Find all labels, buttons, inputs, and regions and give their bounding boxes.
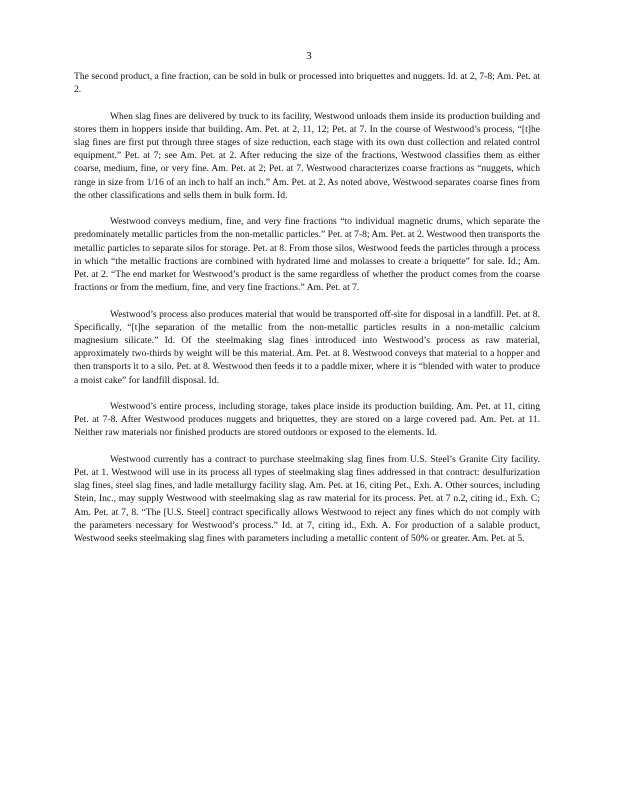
page-number: 3 <box>306 50 312 62</box>
paragraph-5: Westwood’s entire process, including storage, takes place inside its production building. Am. Pet. at 11, citing Pet. at 7-8. After Westwood produces nuggets and briquettes, they are stored on a large covered pad. Am. Pet. at 11. Neither raw materials nor finished products are stored outdoors or exposed to the elements. Id. <box>74 401 540 439</box>
paragraph-2: When slag fines are delivered by truck to its facility, Westwood unloads them inside its production building and stores them in hoppers inside that building. Am. Pet. at 2, 11, 12; Pet. at 7. In the course of Westwood’s process, “[t]he slag fines are first put through three stages of size reduction, each stage with its own dust collection and related control equipment.” Pet. at 7; see Am. Pet. at 2. After reducing the size of the fractions, Westwood classifies them as either coarse, medium, fine, or very fine. Am. Pet. at 2; Pet. at 7. Westwood characterizes coarse fractions as “nuggets, which range in size from 1/16 of an inch to half an inch.” Am. Pet. at 2. As noted above, Westwood separates coarse fines from the other classifications and sells them in bulk form. Id. <box>74 110 540 201</box>
paragraph-1: The second product, a fine fraction, can be sold in bulk or processed into briquettes and nuggets. Id. at 2, 7-8; Am. Pet. at 2. <box>74 71 540 96</box>
document-body <box>74 70 540 558</box>
paragraph-6: Westwood currently has a contract to purchase steelmaking slag fines from U.S. Steel’s Granite City facility. Pet. at 1. Westwood will use in its process all types of steelmaking slag fines addressed in that contract: desulfurization slag fines, steel slag fines, and ladle metallurgy facility slag. Am. Pet. at 16, citing Pet., Exh. A. Other sources, including Stein, Inc., may supply Westwood with steelmaking slag as raw material for its process. Pet. at 7 n.2, citing id., Exh. C; Am. Pet. at 7, 8. “The [U.S. Steel] contract specifically allows Westwood to reject any fines which do not comply with the parameters necessary for Westwood’s process.” Id. at 7, citing id., Exh. A. For production of a salable product, Westwood seeks steelmaking slag fines with parameters including a metallic content of 50% or greater. Am. Pet. at 5. <box>74 453 540 545</box>
paragraph-3: Westwood conveys medium, fine, and very fine fractions “to individual magnetic drums, which separate the predominately metallic particles from the non-metallic particles.” Pet. at 7-8; Am. Pet. at 2. Westwood then transports the metallic particles to separate silos for storage. Pet. at 8. From those silos, Westwood feeds the particles through a process in which “the metallic fractions are combined with hydrated lime and molasses to create a briquette” for sale. Id.; Am. Pet. at 2. “The end market for Westwood’s product is the same regardless of whether the product comes from the coarse fractions or from the medium, fine, and very fine fractions.” Am. Pet. at 7. <box>74 216 540 294</box>
paragraph-4: Westwood’s process also produces material that would be transported off-site for disposal in a landfill. Pet. at 8. Specifically, “[t]he separation of the metallic from the non-metallic particles results in a non-metallic calcium magnesium silicate.” Id. Of the steelmaking slag fines introduced into Westwood’s process as raw material, approximately two-thirds by weight will be this material. Am. Pet. at 8. Westwood conveys that material to a hopper and then transports it to a silo. Pet. at 8. Westwood then feeds it to a paddle mixer, where it is “blended with water to produce a moist cake” for landfill disposal. Id. <box>74 308 540 386</box>
